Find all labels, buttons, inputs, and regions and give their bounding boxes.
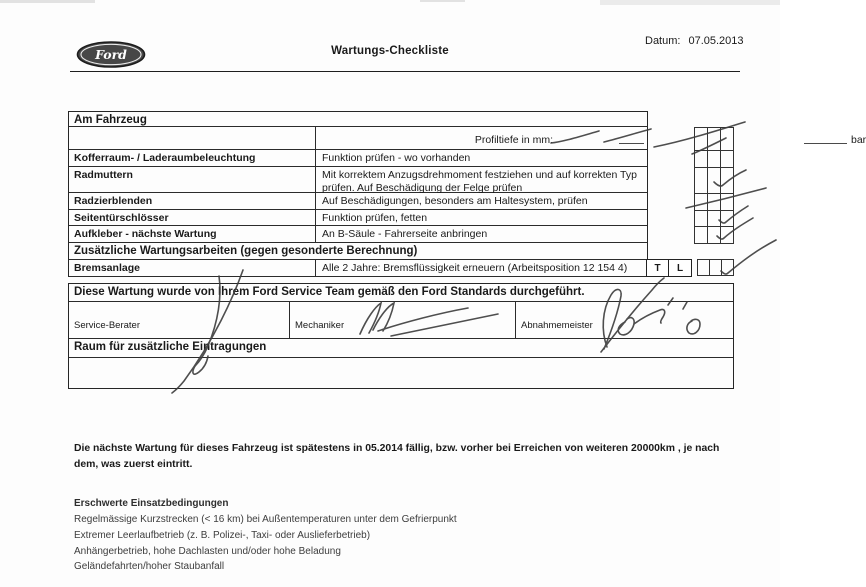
signature-label: Service-Berater: [74, 320, 140, 331]
pressure-blank: [619, 143, 644, 144]
page-title: Wartungs-Checkliste: [331, 45, 449, 57]
row-action: Funktion prüfen, fetten: [322, 212, 428, 224]
confirmation-row: [68, 283, 734, 302]
check-cell: [708, 227, 721, 243]
extra-row-bremsanlage: [68, 260, 648, 277]
conditions-title: Erschwerte Einsatzbedingungen: [74, 498, 229, 509]
check-cell: [708, 211, 721, 226]
row-action: Funktion prüfen - wo vorhanden: [322, 152, 471, 164]
date-value: 07.05.2013: [688, 35, 744, 47]
header-rule: [70, 71, 740, 72]
check-column-t: T: [647, 260, 669, 276]
confirmation-text: Diese Wartung wurde von Ihrem Ford Service Team gemäß den Ford Standards durchgeführt.: [74, 286, 585, 298]
row-item: Radzierblenden: [69, 193, 316, 209]
table-row: [68, 226, 648, 243]
table-row: [68, 167, 648, 193]
check-grid-row: [695, 151, 733, 168]
pressure-unit-label: bar: [851, 134, 866, 146]
date-field: [645, 35, 744, 47]
check-cell: [695, 168, 708, 193]
row-item: Seitentürschlösser: [69, 210, 316, 225]
scan-artifact: [600, 0, 780, 5]
row-item: Bremsanlage: [69, 260, 316, 276]
notes-empty-area: [68, 358, 734, 389]
check-grid-row: [695, 168, 733, 194]
check-cell: [695, 211, 708, 226]
check-cell: [721, 128, 733, 150]
extra-section-title: Zusätzliche Wartungsarbeiten (gegen gesonderte Berechnung): [74, 245, 418, 257]
section-title: Am Fahrzeug: [74, 114, 147, 126]
table-row: [68, 150, 648, 167]
signature-cell-mechaniker: [290, 302, 516, 338]
row-item: Radmuttern: [69, 167, 316, 192]
check-cell: [708, 128, 721, 150]
extra-section-header-row: [68, 243, 648, 260]
check-cell: [721, 194, 733, 210]
check-cell: [695, 128, 708, 150]
row-action: An B-Säule - Fahrerseite anbringen: [322, 228, 488, 240]
profile-depth-row: [68, 127, 866, 150]
check-cell: [708, 194, 721, 210]
notes-header-row: [68, 339, 734, 358]
check-grid-row: [695, 211, 733, 227]
check-cell: [695, 227, 708, 243]
check-column-l: L: [676, 262, 684, 274]
profile-depth-blank: [804, 143, 847, 144]
check-grid-row: [695, 128, 733, 151]
signature-cell-abnahmemeister: [516, 302, 733, 338]
check-cell: [698, 260, 710, 275]
date-label: Datum:: [645, 35, 681, 47]
check-cell: [710, 260, 722, 275]
profile-depth-label: Profiltiefe in mm:: [474, 134, 553, 146]
table-row: [68, 193, 648, 210]
check-cell: [708, 151, 721, 167]
row-action: Auf Beschädigungen, besonders am Haltesystem, prüfen: [322, 195, 588, 207]
table-row: [68, 210, 648, 226]
scan-artifact: [420, 0, 465, 2]
row-item: Aufkleber - nächste Wartung: [69, 226, 316, 242]
profile-depth-item-cell: [69, 127, 316, 149]
check-grid-row: [695, 227, 733, 243]
ford-logo-text: Ford: [95, 47, 127, 62]
row-action: Mit korrektem Anzugsdrehmoment festziehen und auf korrekten Typ prüfen. Auf Beschädigung der Felge prüfen: [322, 169, 637, 194]
check-grid: [694, 127, 734, 244]
scan-artifact: [0, 0, 95, 3]
section-header-row: [68, 111, 648, 127]
signature-label: Abnahmemeister: [521, 320, 593, 331]
row-item: Kofferraum- / Laderaumbeleuchtung: [69, 150, 316, 166]
bremsanlage-check-cells: [697, 259, 734, 276]
condition-item: Geländefahrten/hoher Staubanfall: [74, 561, 225, 572]
condition-item: Anhängerbetrieb, hohe Dachlasten und/oder hohe Beladung: [74, 546, 341, 557]
check-cell: [695, 151, 708, 167]
tl-box: [646, 259, 692, 277]
next-service-note: Die nächste Wartung für dieses Fahrzeug ist spätestens in 05.2014 fällig, bzw. vorher bei Erreichen von weiteren 20000km , je nach dem, was zuerst eintritt.: [74, 443, 720, 470]
signature-row: [68, 302, 734, 339]
notes-title: Raum für zusätzliche Eintragungen: [74, 341, 267, 353]
condition-item: Regelmässige Kurzstrecken (< 16 km) bei Außentemperaturen unter dem Gefrierpunkt: [74, 514, 457, 525]
check-cell: [721, 227, 733, 243]
profile-depth-value-cell: [316, 127, 866, 149]
check-cell: [722, 260, 733, 275]
check-cell: [721, 211, 733, 226]
signature-label: Mechaniker: [295, 320, 345, 331]
check-cell: [708, 168, 721, 193]
condition-item: Extremer Leerlaufbetrieb (z. B. Polizei-, Taxi- oder Auslieferbetrieb): [74, 530, 371, 541]
check-cell: [721, 168, 733, 193]
check-cell: [695, 194, 708, 210]
check-grid-row: [695, 194, 733, 211]
signature-cell-service-berater: [69, 302, 290, 338]
row-action: Alle 2 Jahre: Bremsflüssigkeit erneuern (Arbeitsposition 12 154 4): [322, 262, 628, 274]
check-cell: [721, 151, 733, 167]
